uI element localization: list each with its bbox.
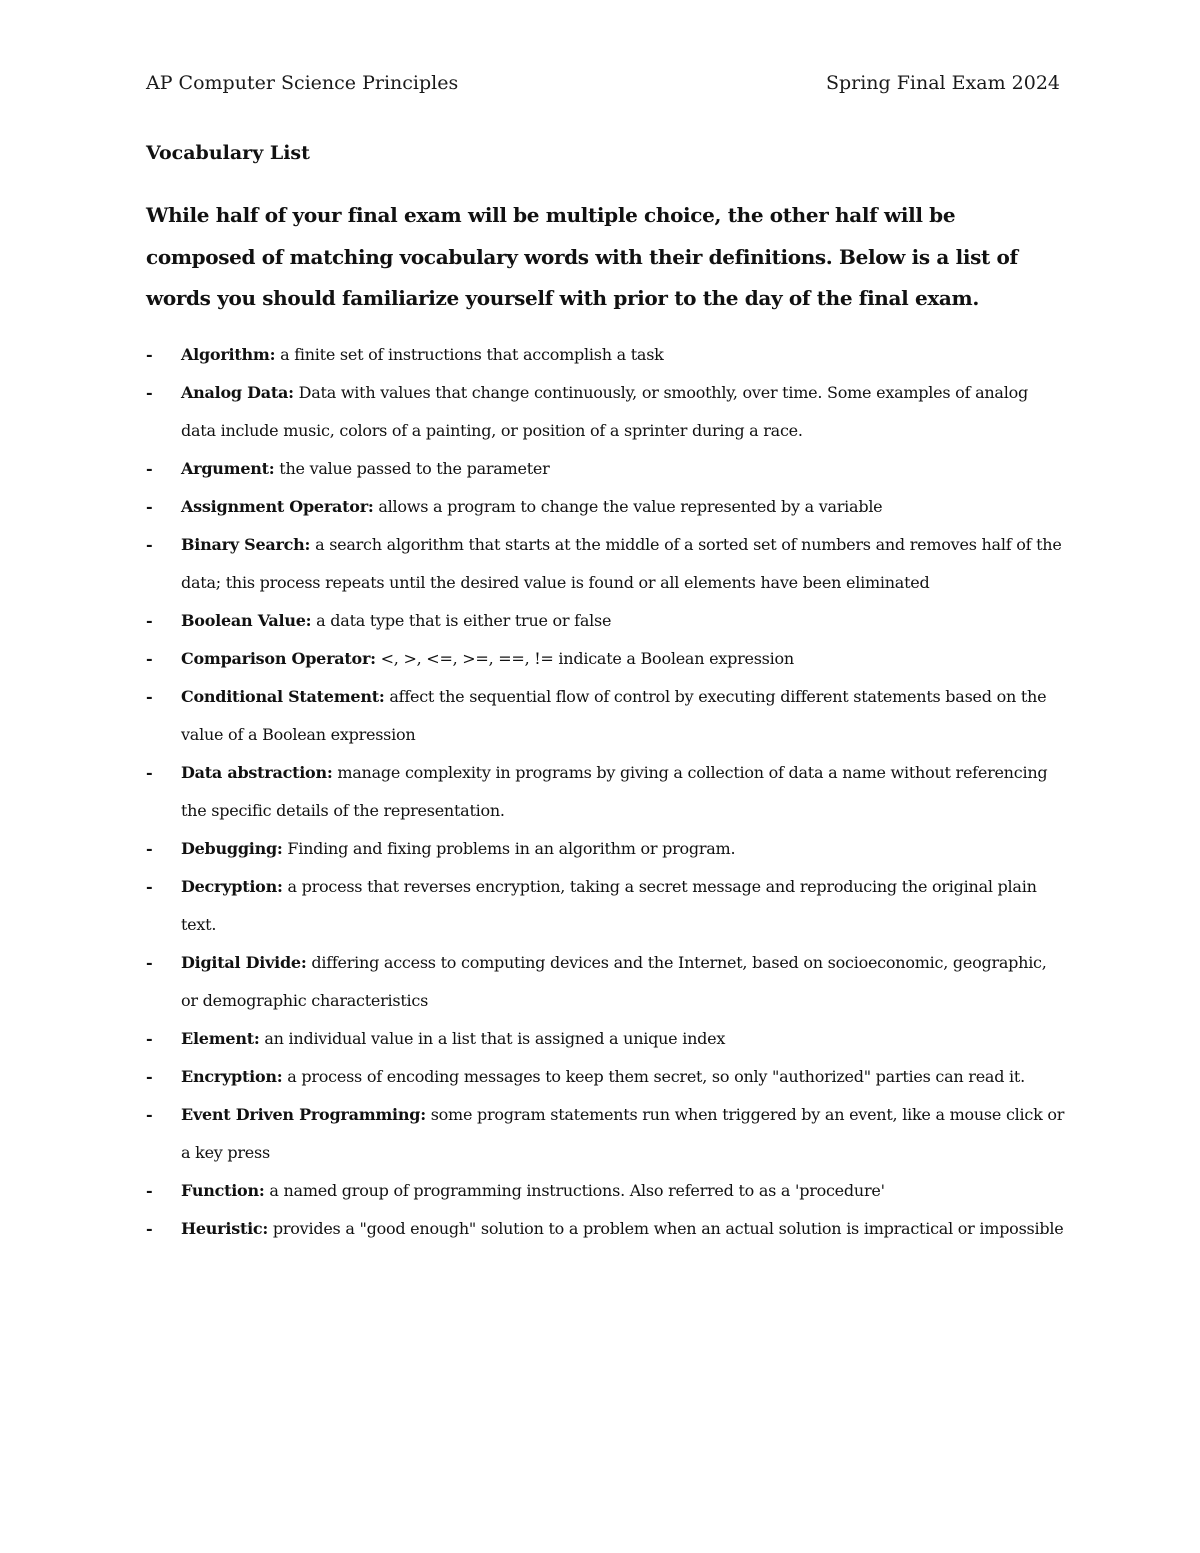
vocab-definition: a finite set of instructions that accomplish a task <box>280 345 664 364</box>
vocab-item <box>146 1020 1066 1058</box>
vocab-term: Digital Divide: <box>181 953 307 972</box>
vocab-term: Argument: <box>181 459 275 478</box>
vocab-term: Element: <box>181 1029 260 1048</box>
vocab-definition: a process of encoding messages to keep them secret, so only "authorized" parties can read it. <box>287 1067 1025 1086</box>
vocab-item <box>146 754 1066 830</box>
vocab-term: Assignment Operator: <box>181 497 374 516</box>
vocab-item <box>146 1210 1066 1248</box>
vocab-definition: some program statements run when triggered by an event, like a mouse click or a key press <box>181 1105 1065 1162</box>
vocab-term: Boolean Value: <box>181 611 312 630</box>
vocab-definition: differing access to computing devices and the Internet, based on socioeconomic, geographic, or demographic characteristics <box>181 953 1047 1010</box>
vocab-definition: a data type that is either true or false <box>316 611 612 630</box>
vocab-term: Function: <box>181 1181 265 1200</box>
vocab-definition: manage complexity in programs by giving a collection of data a name without referencing the specific details of the representation. <box>181 763 1048 820</box>
bullet-marker: - <box>146 1181 153 1200</box>
bullet-marker: - <box>146 497 153 516</box>
bullet-marker: - <box>146 953 153 972</box>
vocab-item <box>146 488 1066 526</box>
vocab-item <box>146 1096 1066 1172</box>
vocab-item <box>146 868 1066 944</box>
vocab-definition: Data with values that change continuously, or smoothly, over time. Some examples of analog data include music, colors of a painting, or position of a sprinter during a race. <box>181 383 1028 440</box>
vocab-term: Decryption: <box>181 877 283 896</box>
vocab-term: Heuristic: <box>181 1219 269 1238</box>
vocab-term: Debugging: <box>181 839 283 858</box>
page-header <box>146 72 1060 102</box>
intro-paragraph: While half of your final exam will be multiple choice, the other half will be composed of matching vocabulary words with their definitions. Below is a list of words you should familiarize yourself with prior to the day of the final exam. <box>146 203 1018 310</box>
vocab-item <box>146 450 1066 488</box>
vocab-term: Binary Search: <box>181 535 311 554</box>
vocab-item <box>146 336 1066 374</box>
vocab-item <box>146 640 1066 678</box>
vocab-term: Encryption: <box>181 1067 283 1086</box>
vocabulary-list <box>146 336 1066 1248</box>
vocab-definition: <, >, <=, >=, ==, != indicate a Boolean expression <box>380 649 794 668</box>
exam-name: Spring Final Exam 2024 <box>825 72 1060 94</box>
bullet-marker: - <box>146 459 153 478</box>
vocab-term: Analog Data: <box>181 383 294 402</box>
bullet-marker: - <box>146 611 153 630</box>
vocab-definition: allows a program to change the value represented by a variable <box>378 497 883 516</box>
vocab-term: Data abstraction: <box>181 763 333 782</box>
bullet-marker: - <box>146 877 153 896</box>
bullet-marker: - <box>146 1219 153 1238</box>
vocab-item <box>146 830 1066 868</box>
vocab-term: Event Driven Programming: <box>181 1105 426 1124</box>
vocab-item <box>146 1058 1066 1096</box>
vocab-term: Comparison Operator: <box>181 649 376 668</box>
bullet-marker: - <box>146 649 153 668</box>
vocab-item <box>146 678 1066 754</box>
vocab-definition: Finding and fixing problems in an algorithm or program. <box>287 839 736 858</box>
vocab-definition: affect the sequential flow of control by executing different statements based on the value of a Boolean expression <box>181 687 1047 744</box>
bullet-marker: - <box>146 1105 153 1124</box>
vocab-definition: a search algorithm that starts at the middle of a sorted set of numbers and removes half of the data; this process repeats until the desired value is found or all elements have been eliminated <box>181 535 1062 592</box>
page-title: Vocabulary List <box>146 142 310 164</box>
vocab-definition: provides a "good enough" solution to a problem when an actual solution is impractical or impossible <box>272 1219 1064 1238</box>
vocab-item <box>146 602 1066 640</box>
vocab-term: Conditional Statement: <box>181 687 385 706</box>
bullet-marker: - <box>146 763 153 782</box>
bullet-marker: - <box>146 687 153 706</box>
vocab-item <box>146 944 1066 1020</box>
bullet-marker: - <box>146 345 153 364</box>
bullet-marker: - <box>146 535 153 554</box>
vocab-item <box>146 526 1066 602</box>
bullet-marker: - <box>146 1067 153 1086</box>
vocab-item <box>146 1172 1066 1210</box>
bullet-marker: - <box>146 383 153 402</box>
vocab-term: Algorithm: <box>181 345 276 364</box>
vocab-definition: a process that reverses encryption, taking a secret message and reproducing the original plain text. <box>181 877 1037 934</box>
vocab-item <box>146 374 1066 450</box>
bullet-marker: - <box>146 839 153 858</box>
course-name: AP Computer Science Principles <box>146 72 459 94</box>
vocab-definition: the value passed to the parameter <box>279 459 550 478</box>
vocab-definition: an individual value in a list that is assigned a unique index <box>264 1029 726 1048</box>
bullet-marker: - <box>146 1029 153 1048</box>
vocab-definition: a named group of programming instructions. Also referred to as a 'procedure' <box>269 1181 885 1200</box>
